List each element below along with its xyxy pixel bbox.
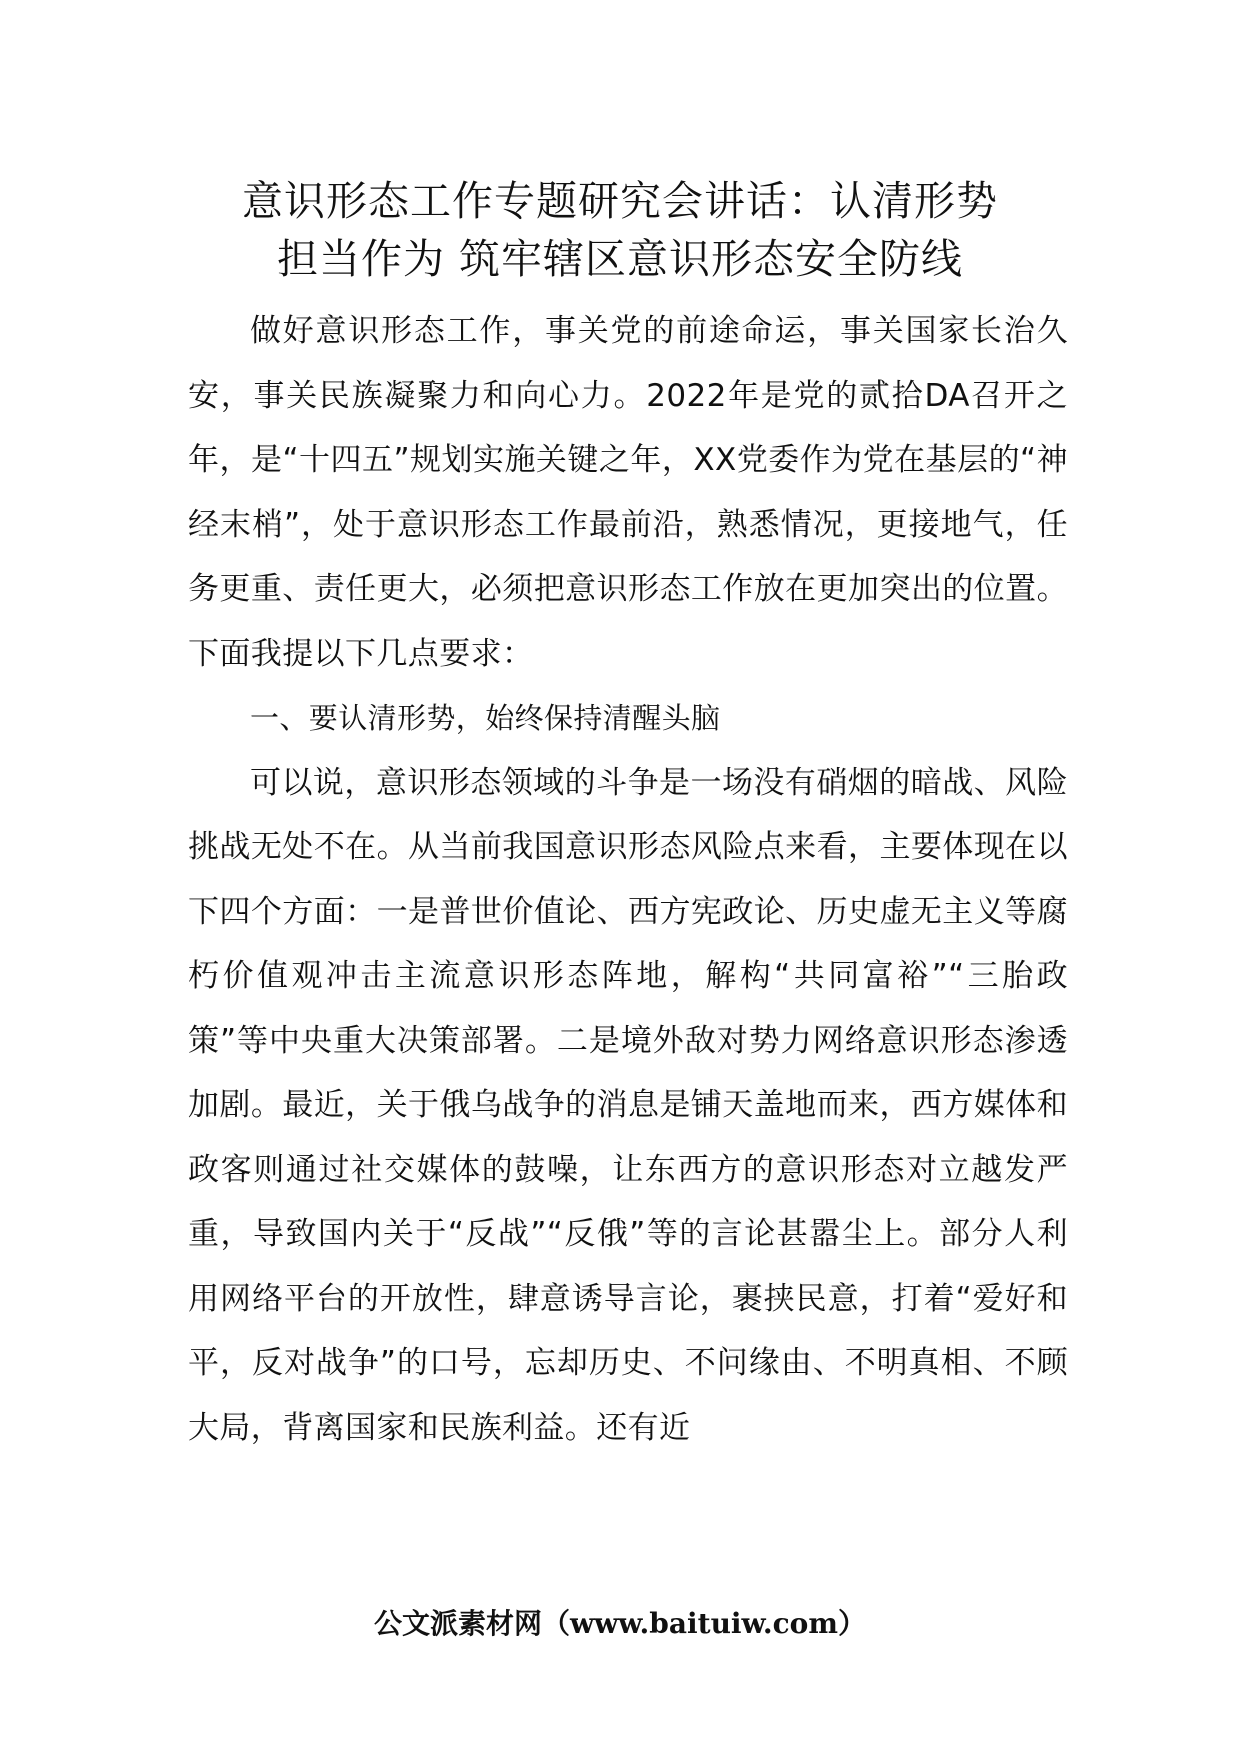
footer-watermark: 公文派素材网（www.baituiw.com） bbox=[374, 1607, 866, 1640]
document-title bbox=[150, 172, 1090, 288]
title-line-1: 意识形态工作专题研究会讲话：认清形势 bbox=[242, 177, 998, 225]
intro-paragraph: 做好意识形态工作，事关党的前途命运，事关国家长治久安，事关民族凝聚力和向心力。2022年是党的贰拾DA召开之年，是“十四五”规划实施关键之年，XX党委作为党在基层的“神经末梢”，处于意识形态工作最前沿，熟悉情况，更接地气，任务更重、责任更大，必须把意识形态工作放在更加突出的位置。下面我提以下几点要求： bbox=[188, 313, 1068, 672]
body-paragraph: 可以说，意识形态领域的斗争是一场没有硝烟的暗战、风险挑战无处不在。从当前我国意识形态风险点来看，主要体现在以下四个方面：一是普世价值论、西方宪政论、历史虚无主义等腐朽价值观冲击主流意识形态阵地，解构“共同富裕”“三胎政策”等中央重大决策部署。二是境外敌对势力网络意识形态渗透加剧。最近，关于俄乌战争的消息是铺天盖地而来，西方媒体和政客则通过社交媒体的鼓噪，让东西方的意识形态对立越发严重，导致国内关于“反战”“反俄”等的言论甚嚣尘上。部分人利用网络平台的开放性，肆意诱导言论，裹挟民意，打着“爱好和平，反对战争”的口号，忘却历史、不问缘由、不明真相、不顾大局，背离国家和民族利益。还有近 bbox=[188, 764, 1068, 1446]
title-line-2: 担当作为 筑牢辖区意识形态安全防线 bbox=[276, 235, 964, 283]
document-body bbox=[188, 299, 1068, 1460]
section-heading-1: 一、要认清形势，始终保持清醒头脑 bbox=[250, 701, 721, 735]
